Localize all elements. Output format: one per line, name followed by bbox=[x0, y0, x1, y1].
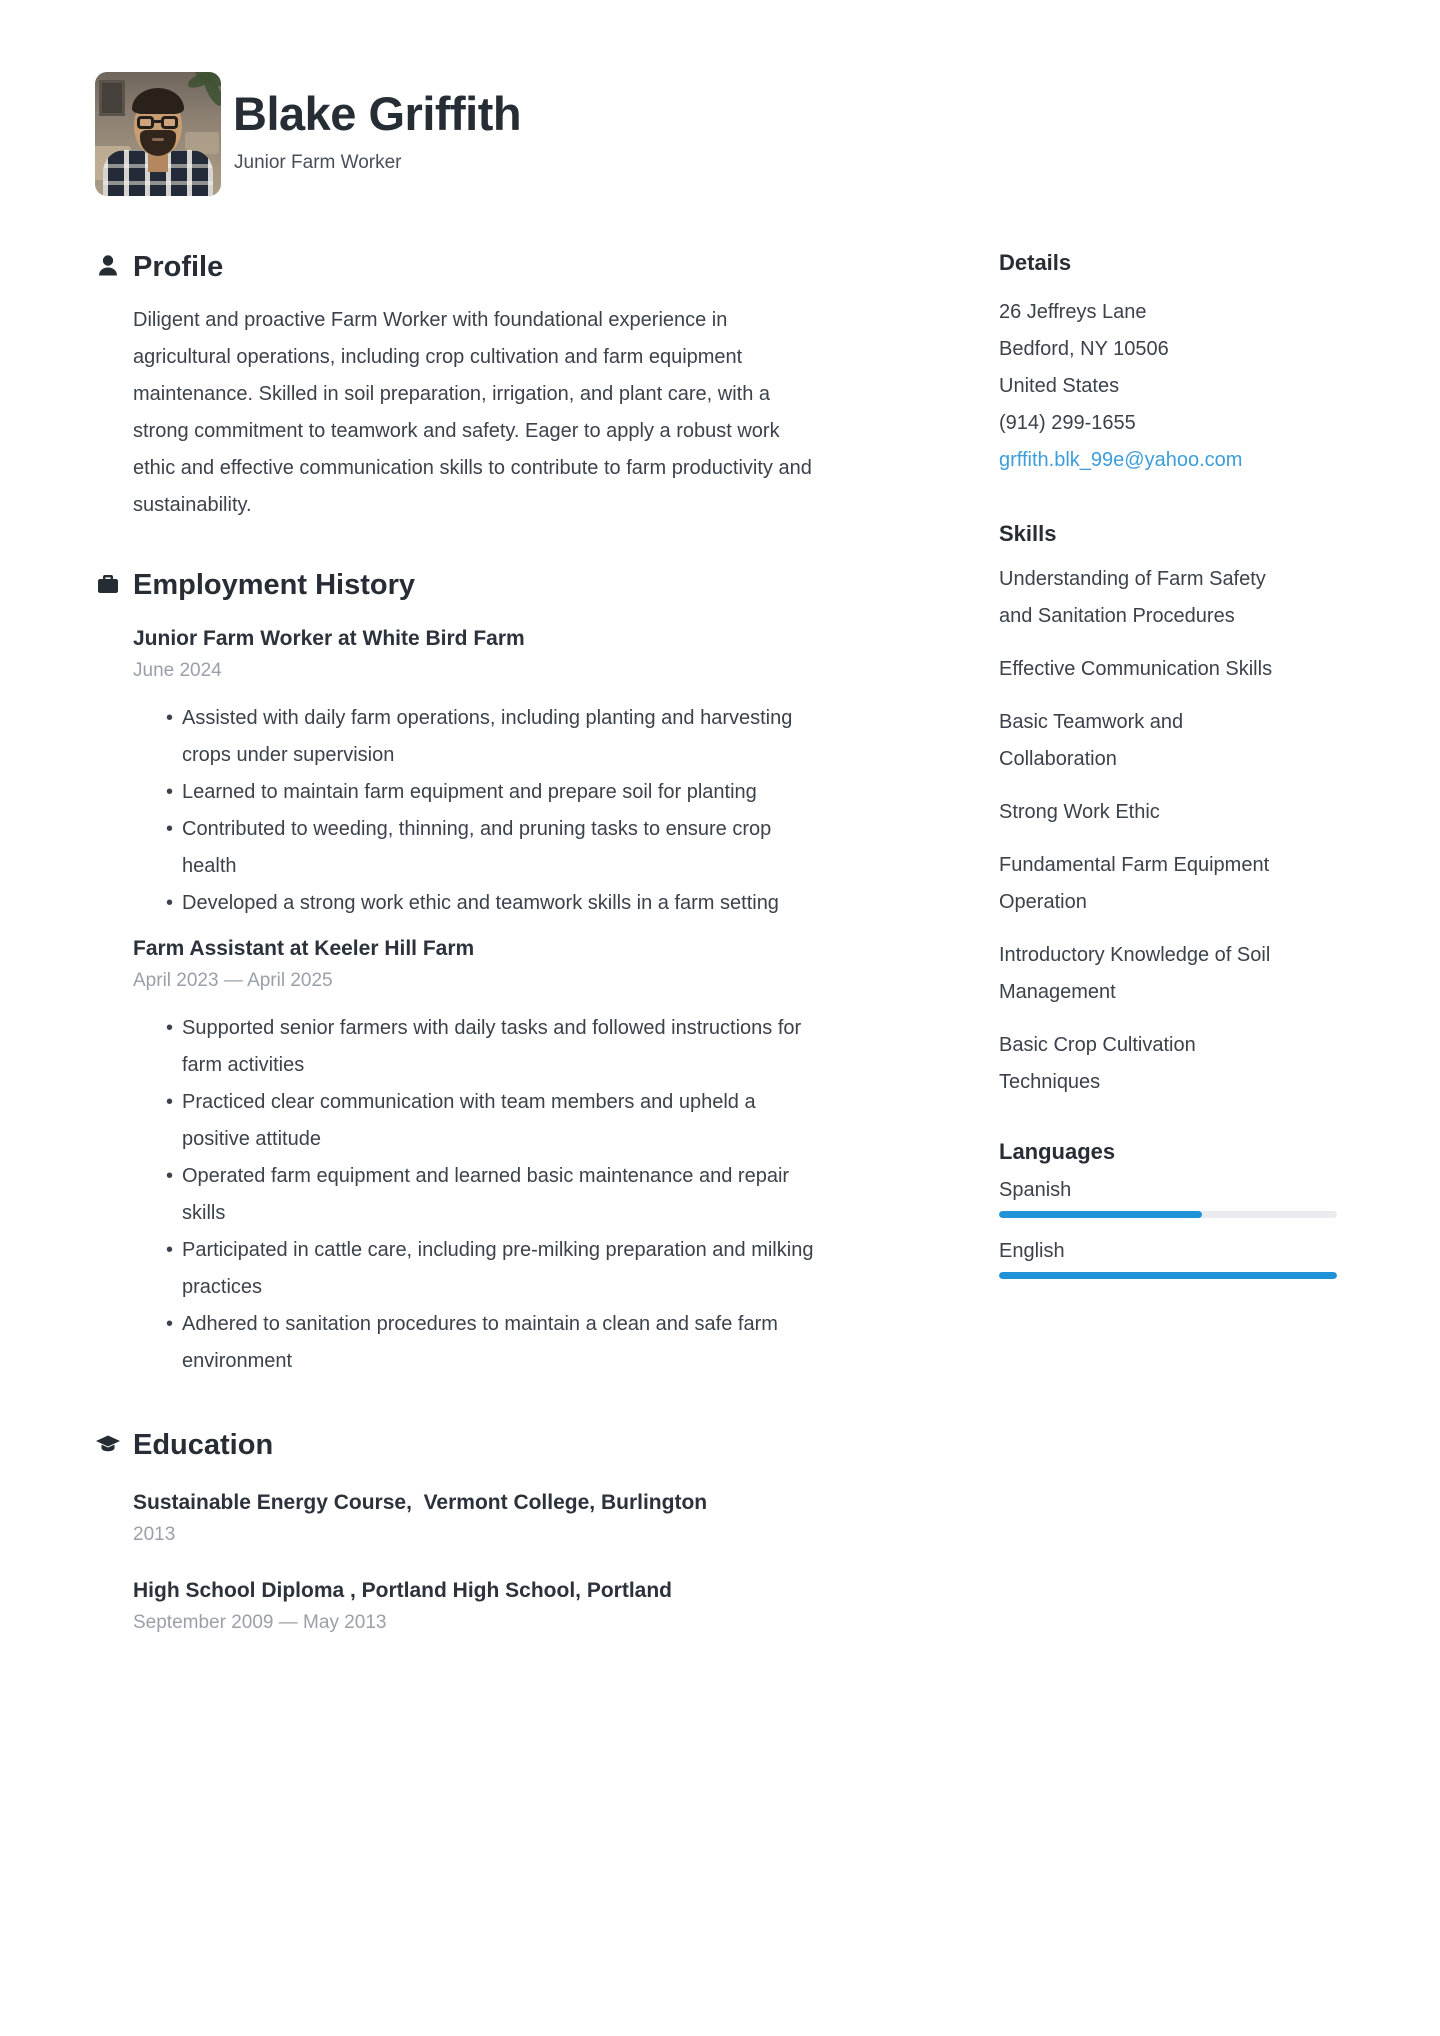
language-name: Spanish bbox=[999, 1179, 1072, 1201]
language-level-fill bbox=[999, 1211, 1202, 1218]
profile-summary: Diligent and proactive Farm Worker with foundational experience in agricultural operations, including crop cultivation and farm equipment maintenance. Skilled in soil preparation, irrigation, and plant care, with a strong commitment to teamwork and safety. Eager to apply a robust work ethic and effective communication skills to contribute to farm productivity and sustainability. bbox=[133, 309, 812, 516]
bullet-dot: • bbox=[166, 1017, 174, 1039]
languages-heading: Languages bbox=[999, 1139, 1116, 1164]
photo-picture-frame bbox=[99, 80, 125, 116]
job-bullet-list bbox=[133, 1010, 843, 1380]
photo-glasses-bridge bbox=[153, 120, 162, 123]
job-bullet: • Developed a strong work ethic and teamwork skills in a farm setting bbox=[133, 885, 842, 922]
employment-heading: Employment History bbox=[133, 569, 415, 601]
education-heading: Education bbox=[133, 1429, 274, 1461]
skill-item: Fundamental Farm Equipment Operation bbox=[999, 854, 1270, 913]
education-entry bbox=[133, 1576, 825, 1636]
bullet-dot: • bbox=[166, 892, 174, 914]
language-level-fill bbox=[999, 1272, 1337, 1279]
bullet-dot: • bbox=[166, 1165, 174, 1187]
bullet-dot: • bbox=[166, 707, 174, 729]
language-item bbox=[999, 1236, 1344, 1279]
education-period: 2013 bbox=[133, 1524, 176, 1545]
job-period: April 2023 — April 2025 bbox=[133, 970, 333, 991]
job-period: June 2024 bbox=[133, 660, 222, 681]
job-bullet: • Practiced clear communication with team members and upheld a positive attitude bbox=[133, 1084, 842, 1158]
photo-glasses-right-lens bbox=[161, 116, 178, 129]
candidate-name: Blake Griffith bbox=[233, 87, 522, 140]
bullet-dot: • bbox=[166, 1239, 174, 1261]
job-bullet: • Supported senior farmers with daily tasks and followed instructions for farm activities bbox=[133, 1010, 842, 1084]
address-country: United States bbox=[999, 375, 1120, 397]
details-section bbox=[999, 248, 1344, 479]
details-heading: Details bbox=[999, 250, 1072, 275]
address-line-2: Bedford, NY 10506 bbox=[999, 338, 1169, 360]
photo-neck bbox=[148, 154, 168, 172]
main-column bbox=[95, 248, 825, 1636]
profile-photo bbox=[95, 72, 221, 196]
photo-glasses-left-lens bbox=[137, 116, 154, 129]
employment-section bbox=[95, 566, 825, 1380]
education-title: High School Diploma , Portland High School, Portland bbox=[133, 1579, 673, 1602]
address-line-1: 26 Jeffreys Lane bbox=[999, 301, 1147, 323]
bullet-dot: • bbox=[166, 1313, 174, 1335]
photo-hair bbox=[132, 88, 184, 114]
job-bullet: • Learned to maintain farm equipment and prepare soil for planting bbox=[133, 774, 842, 811]
job-bullet: • Contributed to weeding, thinning, and pruning tasks to ensure crop health bbox=[133, 811, 842, 885]
language-item bbox=[999, 1175, 1344, 1218]
skill-item: Understanding of Farm Safety and Sanitation Procedures bbox=[999, 568, 1266, 627]
profile-heading: Profile bbox=[133, 251, 224, 283]
bullet-dot: • bbox=[166, 781, 174, 803]
skills-heading: Skills bbox=[999, 521, 1057, 546]
skill-item: Basic Teamwork and Collaboration bbox=[999, 711, 1184, 770]
skill-item: Strong Work Ethic bbox=[999, 801, 1160, 823]
job-bullet: • Adhered to sanitation procedures to maintain a clean and safe farm environment bbox=[133, 1306, 842, 1380]
profile-section bbox=[95, 248, 825, 524]
education-section bbox=[95, 1426, 825, 1636]
briefcase-icon bbox=[95, 571, 121, 597]
bullet-dot: • bbox=[166, 818, 174, 840]
photo-mouth bbox=[152, 138, 164, 141]
bullet-dot: • bbox=[166, 1091, 174, 1113]
language-level-bar bbox=[999, 1211, 1337, 1218]
job-bullet-list bbox=[133, 700, 843, 922]
person-icon bbox=[95, 253, 121, 279]
language-name: English bbox=[999, 1240, 1065, 1262]
job-entry bbox=[133, 624, 825, 922]
education-period: September 2009 — May 2013 bbox=[133, 1612, 387, 1633]
education-title: Sustainable Energy Course, Vermont College, Burlington bbox=[133, 1491, 708, 1514]
job-entry bbox=[133, 934, 825, 1380]
languages-section bbox=[999, 1137, 1344, 1279]
language-level-bar bbox=[999, 1272, 1337, 1279]
phone-number: (914) 299-1655 bbox=[999, 412, 1136, 434]
skill-item: Effective Communication Skills bbox=[999, 658, 1273, 680]
graduation-cap-icon bbox=[95, 1431, 121, 1457]
job-bullet: • Assisted with daily farm operations, including planting and harvesting crops under supervision bbox=[133, 700, 842, 774]
skills-section bbox=[999, 519, 1344, 1101]
candidate-job-title: Junior Farm Worker bbox=[234, 152, 402, 173]
email-link[interactable]: grffith.blk_99e@yahoo.com bbox=[999, 449, 1243, 471]
job-title: Farm Assistant at Keeler Hill Farm bbox=[133, 937, 475, 960]
skill-item: Basic Crop Cultivation Techniques bbox=[999, 1034, 1196, 1093]
job-bullet: • Operated farm equipment and learned basic maintenance and repair skills bbox=[133, 1158, 842, 1232]
job-title: Junior Farm Worker at White Bird Farm bbox=[133, 627, 525, 650]
sidebar-column bbox=[999, 248, 1344, 1279]
skill-item: Introductory Knowledge of Soil Management bbox=[999, 944, 1271, 1003]
education-entry bbox=[133, 1488, 825, 1548]
job-bullet: • Participated in cattle care, including pre-milking preparation and milking practices bbox=[133, 1232, 842, 1306]
